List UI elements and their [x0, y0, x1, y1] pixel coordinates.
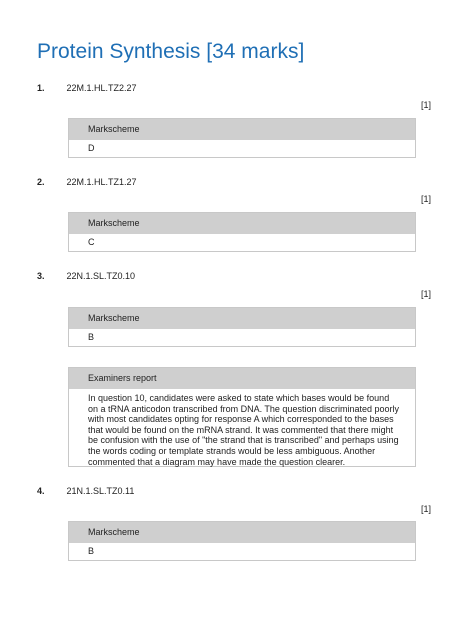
question-number: 1. — [37, 83, 45, 93]
markscheme-answer: C — [88, 237, 95, 247]
question-4-marks: [1] — [420, 504, 431, 514]
question-code: 22N.1.SL.TZ0.10 — [66, 271, 136, 281]
question-code: 22M.1.HL.TZ1.27 — [66, 177, 137, 187]
markscheme-box-3 — [68, 307, 416, 347]
page-title: Protein Synthesis [34 marks] — [37, 40, 305, 63]
question-2-header — [37, 177, 137, 187]
question-3-marks: [1] — [420, 289, 431, 299]
markscheme-header: Markscheme — [69, 308, 415, 329]
markscheme-answer: D — [88, 143, 95, 153]
question-4-header — [37, 486, 134, 496]
question-1-marks: [1] — [420, 100, 431, 110]
question-number: 4. — [37, 486, 45, 496]
question-3-header — [37, 271, 135, 281]
examiners-report-header: Examiners report — [69, 368, 415, 389]
question-number: 2. — [37, 177, 45, 187]
question-number: 3. — [37, 271, 45, 281]
question-code: 21N.1.SL.TZ0.11 — [66, 486, 135, 496]
question-2-marks: [1] — [420, 194, 431, 204]
question-1-header — [37, 83, 137, 93]
markscheme-box-4 — [68, 521, 416, 561]
markscheme-answer: B — [88, 546, 95, 556]
markscheme-header: Markscheme — [69, 119, 415, 140]
examiners-report-box — [68, 367, 416, 467]
markscheme-answer: B — [88, 332, 95, 342]
markscheme-header: Markscheme — [69, 522, 415, 543]
markscheme-box-1 — [68, 118, 416, 158]
question-code: 22M.1.HL.TZ2.27 — [66, 83, 137, 93]
examiners-report-text: In question 10, candidates were asked to state which bases would be found on a tRNA anticodon transcribed from DNA. The question discriminated poorly with most candidates opting for response A which corresponded to the bases that would be found on the mRNA strand. It was commented that there might be confusion with the use of "the strand that is transcribed" and perhaps using the words coding or template strands would be less ambiguous. Another commented that a diagram may have made the question clearer. — [88, 393, 399, 467]
markscheme-box-2 — [68, 212, 416, 252]
markscheme-header: Markscheme — [69, 213, 415, 234]
